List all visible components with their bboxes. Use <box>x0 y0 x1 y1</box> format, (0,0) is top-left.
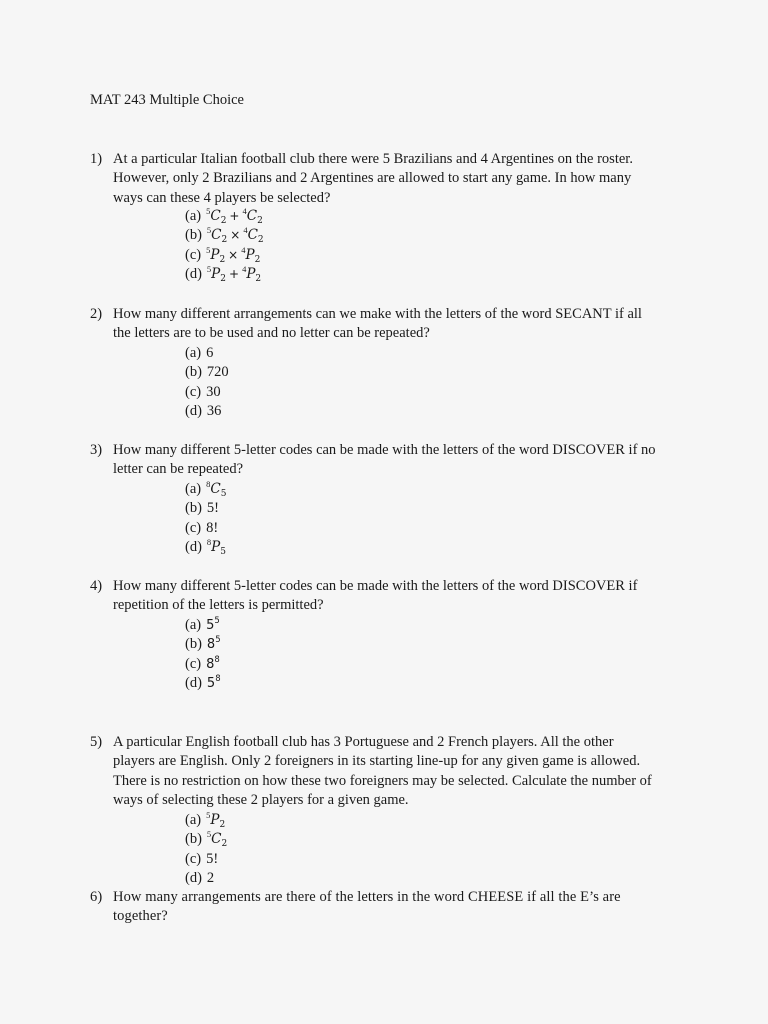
question-text-line: How many different 5-letter codes can be made with the letters of the word DISCOVER if <box>113 578 638 594</box>
term-superscript: 5 <box>206 225 212 236</box>
combinatorics-term <box>206 225 228 246</box>
answer-option <box>185 499 226 518</box>
option-letter: (d) <box>185 265 202 282</box>
answer-option <box>185 538 226 557</box>
combinatorics-term <box>243 225 264 246</box>
term-subscript: 2 <box>221 235 228 246</box>
question-number: 1) <box>90 151 103 167</box>
option-letter: (d) <box>185 674 202 691</box>
answer-option <box>185 402 229 421</box>
combinatorics-term <box>206 812 225 828</box>
question-number: 4) <box>90 578 103 594</box>
question-number: 2) <box>90 306 103 322</box>
question-text-line: There is no restriction on how these two foreigners may be selected. Calculate the number of <box>113 772 652 789</box>
option-value <box>207 674 221 695</box>
question-text-line: repetition of the letters is permitted? <box>113 597 324 614</box>
option-letter: (a) <box>185 812 202 828</box>
math-operator: × <box>228 247 239 262</box>
answer-option <box>185 363 229 382</box>
math-operator: + <box>229 209 240 223</box>
term-superscript: 4 <box>242 263 247 274</box>
term-superscript: 5 <box>206 263 212 274</box>
answer-option <box>185 655 221 674</box>
answer-option <box>185 811 227 830</box>
power-exponent: 8 <box>214 654 220 665</box>
option-value <box>206 207 263 228</box>
term-symbol: C <box>210 208 221 224</box>
term-subscript: 5 <box>220 489 227 499</box>
term-subscript: 5 <box>220 546 226 557</box>
term-subscript: 2 <box>254 254 261 265</box>
power-base: 5 <box>206 675 216 691</box>
option-value <box>207 635 221 656</box>
answer-options <box>185 207 264 284</box>
option-letter: (c) <box>185 519 202 536</box>
question-text-line: How many different 5-letter codes can be made with the letters of the word DISCOVER if no <box>113 442 656 458</box>
term-symbol: P <box>245 246 255 263</box>
answer-options <box>185 480 226 557</box>
question-text <box>113 888 683 927</box>
term-superscript: 5 <box>206 829 212 840</box>
option-letter: (a) <box>185 345 202 361</box>
question-text-line: How many different arrangements can we make with the letters of the word SECANT if all <box>113 306 642 322</box>
math-operator: × <box>230 228 241 243</box>
option-letter: (c) <box>185 655 202 672</box>
power-exponent: 5 <box>214 616 220 626</box>
option-letter: (b) <box>185 364 202 381</box>
term-symbol: C <box>247 227 258 244</box>
term-subscript: 2 <box>255 273 262 284</box>
option-letter: (c) <box>185 246 202 263</box>
question-text-line: However, only 2 Brazilians and 2 Argentines are allowed to start any game. In how many <box>113 170 632 187</box>
option-value: 5! <box>206 850 219 867</box>
option-value <box>206 655 220 676</box>
answer-option <box>185 207 264 226</box>
question-text-line: the letters are to be used and no letter can be repeated? <box>113 325 430 342</box>
combinatorics-term <box>242 208 262 224</box>
question-text-line: players are English. Only 2 foreigners in its starting line-up for any given game is allowed. <box>113 753 641 770</box>
term-superscript: 4 <box>242 206 247 216</box>
answer-option <box>185 265 264 284</box>
term-symbol: P <box>211 538 221 555</box>
question-text-line: How many arrangements are there of the letters in the word CHEESE if all the E’s are <box>113 889 621 905</box>
option-value <box>207 226 264 247</box>
answer-option <box>185 850 227 869</box>
option-value: 30 <box>206 383 221 400</box>
answer-option <box>185 830 227 849</box>
option-letter: (b) <box>185 227 202 244</box>
option-letter: (a) <box>185 481 202 497</box>
answer-options <box>185 616 221 693</box>
option-letter: (a) <box>185 208 202 224</box>
option-value <box>207 538 226 559</box>
term-subscript: 2 <box>221 839 228 850</box>
option-letter: (a) <box>185 617 202 633</box>
answer-option <box>185 480 226 499</box>
answer-option <box>185 616 221 635</box>
question-number: 5) <box>90 734 103 750</box>
option-value <box>207 830 227 851</box>
term-superscript: 5 <box>206 244 211 255</box>
question-number: 6) <box>90 889 103 905</box>
question-text <box>113 305 683 344</box>
option-value <box>206 246 260 267</box>
term-superscript: 4 <box>241 244 246 255</box>
option-value: 36 <box>206 402 222 419</box>
combinatorics-term <box>241 244 261 265</box>
option-letter: (b) <box>185 500 202 517</box>
term-superscript: 4 <box>243 225 248 236</box>
answer-option <box>185 344 229 363</box>
term-subscript: 2 <box>219 254 226 265</box>
term-symbol: P <box>211 265 221 282</box>
option-value <box>206 480 226 501</box>
option-value: 2 <box>206 869 215 886</box>
term-subscript: 2 <box>220 216 227 226</box>
question-text-line: together? <box>113 908 168 925</box>
option-letter: (d) <box>185 869 202 886</box>
math-operator: + <box>229 266 240 281</box>
term-symbol: P <box>210 812 220 828</box>
answer-option <box>185 519 226 538</box>
answer-option <box>185 869 227 888</box>
option-letter: (c) <box>185 850 202 867</box>
answer-options <box>185 811 227 888</box>
document-title: MAT 243 Multiple Choice <box>90 92 244 108</box>
power-base: 8 <box>206 637 216 653</box>
answer-options <box>185 344 229 421</box>
combinatorics-term <box>206 244 226 265</box>
combinatorics-term <box>206 208 226 224</box>
power-exponent: 8 <box>215 673 221 684</box>
term-superscript: 5 <box>206 206 211 216</box>
combinatorics-term <box>242 263 262 284</box>
combinatorics-term <box>206 829 228 850</box>
question-number: 3) <box>90 442 103 458</box>
term-superscript: 8 <box>206 536 212 547</box>
option-value: 5! <box>206 500 220 517</box>
power-base: 8 <box>206 656 215 672</box>
answer-option <box>185 226 264 245</box>
question-text <box>113 577 683 616</box>
question-text <box>113 150 683 208</box>
option-value: 6 <box>206 345 214 361</box>
option-letter: (c) <box>185 383 202 400</box>
term-symbol: P <box>210 246 220 263</box>
combinatorics-term <box>206 536 226 557</box>
term-symbol: C <box>210 481 221 497</box>
answer-option <box>185 674 221 693</box>
question-text <box>113 733 683 810</box>
question-text-line: A particular English football club has 3 Portuguese and 2 French players. All the other <box>113 734 614 750</box>
option-letter: (b) <box>185 831 202 848</box>
combinatorics-term <box>206 481 226 497</box>
term-subscript: 2 <box>257 235 264 246</box>
term-subscript: 2 <box>257 216 263 226</box>
answer-option <box>185 635 221 654</box>
option-value: 720 <box>206 364 229 381</box>
power-exponent: 5 <box>215 635 221 646</box>
question-text-line: ways can these 4 players be selected? <box>113 189 331 206</box>
option-value: 8! <box>206 519 219 536</box>
option-letter: (d) <box>185 402 202 419</box>
option-value <box>207 265 261 286</box>
question-text-line: ways of selecting these 2 players for a given game. <box>113 791 409 808</box>
term-subscript: 2 <box>219 820 226 830</box>
option-letter: (d) <box>185 538 202 555</box>
answer-option <box>185 246 264 265</box>
power-base: 5 <box>206 618 215 633</box>
term-symbol: C <box>211 227 222 244</box>
term-symbol: C <box>211 831 222 848</box>
question-text-line: letter can be repeated? <box>113 461 244 478</box>
question-text-line: At a particular Italian football club there were 5 Brazilians and 4 Argentines on the roster. <box>113 151 633 167</box>
term-symbol: C <box>246 208 258 224</box>
term-superscript: 8 <box>206 479 211 489</box>
answer-option <box>185 383 229 402</box>
combinatorics-term <box>206 263 226 284</box>
question-text <box>113 441 683 480</box>
term-symbol: P <box>246 265 256 282</box>
option-letter: (b) <box>185 636 202 653</box>
term-subscript: 2 <box>220 273 226 284</box>
term-superscript: 5 <box>206 810 211 820</box>
